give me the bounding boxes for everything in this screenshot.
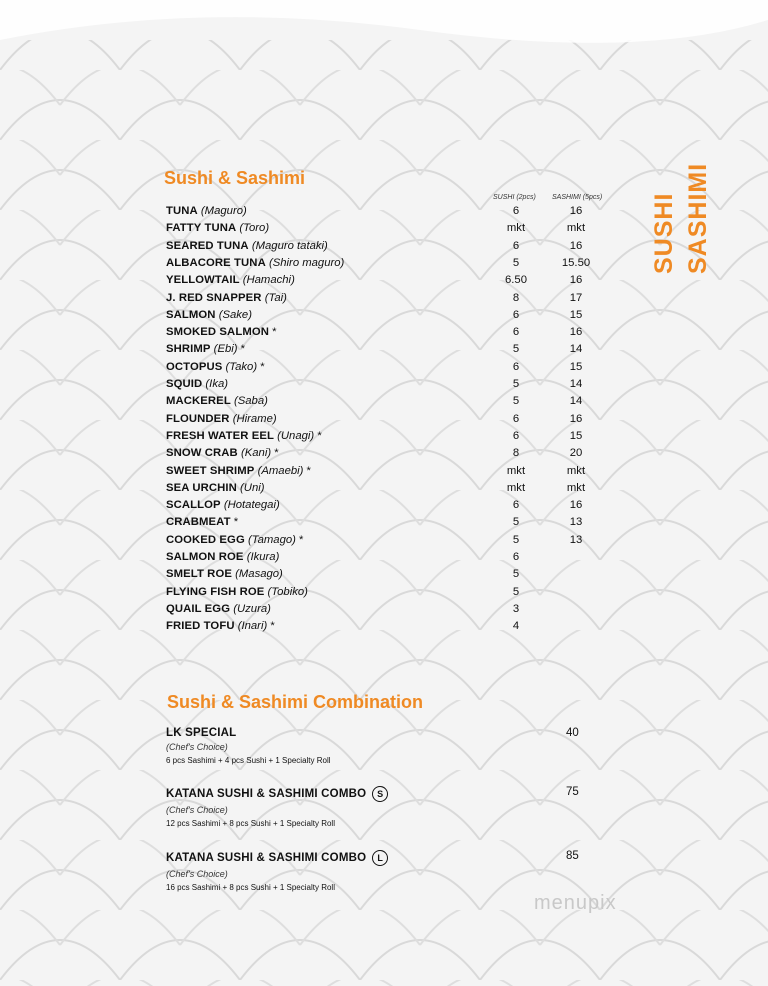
combo-section-title: Sushi & Sashimi Combination <box>167 692 424 712</box>
sushi-price: 6 <box>512 412 520 425</box>
menu-item-name <box>166 586 308 598</box>
sashimi-column-header: SASHIMI (5pcs) <box>552 194 603 201</box>
sashimi-price: 13 <box>569 533 583 546</box>
sashimi-price: 14 <box>569 378 583 390</box>
sushi-price: 6 <box>512 429 520 442</box>
menu-item-title: YELLOWTAIL <box>166 274 240 287</box>
menu-item-name <box>166 395 268 407</box>
menu-item-name <box>166 257 344 269</box>
menu-item-title: QUAIL EGG <box>166 602 231 615</box>
sushi-price: 6 <box>512 205 520 217</box>
sashimi-price: 17 <box>569 291 583 304</box>
menu-item <box>166 205 606 222</box>
menu-item <box>166 482 606 499</box>
menu-item-name <box>166 516 238 528</box>
menu-item-name <box>166 534 303 546</box>
menu-item <box>166 516 606 533</box>
menu-item-japanese: (Saba) <box>230 395 268 408</box>
sushi-price: 6 <box>512 499 520 512</box>
sashimi-price: 16 <box>569 326 583 339</box>
sushi-price: 6.50 <box>505 274 527 287</box>
menu-item <box>166 378 606 395</box>
menu-item-title: TUNA <box>166 205 198 217</box>
raw-star-icon: * <box>257 360 265 373</box>
sashimi-price: 16 <box>569 412 583 425</box>
menu-item-name <box>166 343 245 355</box>
menu-item-name <box>166 620 275 632</box>
side-title-line1: SUSHI <box>650 192 678 274</box>
menu-item-japanese: (Tako) <box>222 360 258 373</box>
menu-item-name <box>166 222 269 234</box>
sashimi-price: 13 <box>569 516 583 529</box>
menu-item-name <box>166 568 283 580</box>
menu-item-title: SNOW CRAB <box>166 447 238 460</box>
sushi-price: 5 <box>512 568 520 581</box>
menu-item <box>166 309 606 326</box>
sushi-price: 6 <box>512 551 520 563</box>
sushi-price: mkt <box>506 464 526 477</box>
menu-item-title: SQUID <box>166 378 203 390</box>
menu-item <box>166 292 606 309</box>
sashimi-price: 15 <box>569 308 583 321</box>
menu-item <box>166 586 606 603</box>
menu-item-japanese: (Uzura) <box>230 602 271 615</box>
menu-item-japanese: (Tamago) <box>244 533 296 546</box>
menu-item-japanese: (Masago) <box>231 568 283 581</box>
menu-item <box>166 534 606 551</box>
menu-item-title: SMOKED SALMON <box>166 326 269 339</box>
menu-item-name <box>166 378 228 390</box>
menu-item-title: FLOUNDER <box>166 412 230 425</box>
sushi-price: mkt <box>506 222 526 235</box>
menu-item-japanese: (Ika) <box>202 378 229 390</box>
sushi-price: 6 <box>512 308 520 321</box>
combo-note: (Chef's Choice) <box>166 742 228 752</box>
watermark: menupix <box>534 892 617 914</box>
raw-star-icon: * <box>268 326 277 339</box>
sushi-price: 6 <box>512 360 520 373</box>
combo-title: KATANA SUSHI & SASHIMI COMBO <box>166 788 367 800</box>
sashimi-price: 15 <box>569 429 583 442</box>
sushi-price: 5 <box>512 533 520 546</box>
menu-item <box>166 343 606 360</box>
menu-item-japanese: (Toro) <box>236 222 270 235</box>
sushi-price: 5 <box>512 343 520 356</box>
raw-star-icon: * <box>295 533 304 546</box>
menu-item-title: FRESH WATER EEL <box>166 429 274 442</box>
menu-item-title: FATTY TUNA <box>166 222 237 235</box>
menu-item-name <box>166 413 277 425</box>
combo-price: 85 <box>566 850 579 862</box>
menu-item <box>166 326 606 343</box>
menu-item-japanese: (Tobiko) <box>264 585 308 598</box>
sushi-price: 8 <box>512 447 520 460</box>
sashimi-price: 14 <box>569 343 583 356</box>
menu-item-name <box>166 499 280 511</box>
menu-item-title: MACKEREL <box>166 395 231 408</box>
menu-item-name <box>166 205 247 217</box>
menu-item-name <box>166 430 322 442</box>
sushi-price: 5 <box>512 395 520 408</box>
menu-item-japanese: (Maguro) <box>197 205 247 217</box>
sashimi-price: 14 <box>569 395 583 408</box>
raw-star-icon: * <box>303 464 311 477</box>
combo-item <box>166 727 626 765</box>
sashimi-price: mkt <box>566 464 586 477</box>
menu-item-name <box>166 274 295 286</box>
menu-item-name <box>166 240 328 252</box>
sushi-price: 6 <box>512 239 520 252</box>
menu-item-title: ALBACORE TUNA <box>166 256 266 269</box>
sushi-price: 5 <box>512 378 520 390</box>
menu-item-japanese: (Tai) <box>261 291 287 304</box>
menu-item-japanese: (Uni) <box>236 481 265 494</box>
combo-name <box>166 727 626 739</box>
raw-star-icon: * <box>271 447 279 460</box>
menu-item-name <box>166 465 311 477</box>
menu-item-japanese: (Inari) <box>234 620 268 633</box>
menu-item <box>166 603 606 620</box>
menu-item-title: FRIED TOFU <box>166 620 235 633</box>
menu-item <box>166 465 606 482</box>
sashimi-price: mkt <box>566 481 586 494</box>
menu-item <box>166 551 606 568</box>
menu-item-japanese: (Hirame) <box>229 412 277 425</box>
menu-item <box>166 395 606 412</box>
menu-item <box>166 568 606 585</box>
side-title <box>648 128 710 278</box>
menu-item-name <box>166 361 265 373</box>
menu-item-name <box>166 447 279 459</box>
combo-price: 40 <box>566 727 579 739</box>
combo-name <box>166 850 626 866</box>
combo-price: 75 <box>566 786 579 798</box>
side-title-line2: SASHIMI <box>684 162 712 274</box>
sashimi-price: 15.50 <box>561 256 591 269</box>
menu-item-name <box>166 603 271 615</box>
menu-item <box>166 413 606 430</box>
menu-item-title: FLYING FISH ROE <box>166 585 265 598</box>
menu-item-title: SEARED TUNA <box>166 239 249 252</box>
menu-item <box>166 257 606 274</box>
sushi-price: mkt <box>506 481 526 494</box>
menu-item <box>166 361 606 378</box>
menu-item <box>166 274 606 291</box>
combo-detail: 16 pcs Sashimi + 8 pcs Sushi + 1 Specialty Roll <box>166 883 335 892</box>
sashimi-price: 16 <box>569 239 583 252</box>
combo-detail: 6 pcs Sashimi + 4 pcs Sushi + 1 Specialty Roll <box>166 756 331 765</box>
menu-item-title: SWEET SHRIMP <box>166 464 255 477</box>
menu-item-name <box>166 309 252 321</box>
menu-item-japanese: (Hamachi) <box>239 274 295 287</box>
combo-item <box>166 850 626 892</box>
menu-item-japanese: (Hotategai) <box>220 499 280 512</box>
menu-item-japanese: (Maguro tataki) <box>248 239 328 252</box>
sashimi-price: 16 <box>569 499 583 512</box>
menu-item-title: OCTOPUS <box>166 360 223 373</box>
combo-name <box>166 786 626 802</box>
combo-item <box>166 786 626 828</box>
menu-item-japanese: (Amaebi) <box>254 464 304 477</box>
menu-item-japanese: (Kani) <box>237 447 272 460</box>
sushi-price: 6 <box>512 326 520 339</box>
menu-item-title: SALMON ROE <box>166 551 244 563</box>
sushi-column-header: SUSHI (2pcs) <box>493 194 536 201</box>
sashimi-price: 20 <box>569 447 583 460</box>
menu-item <box>166 620 606 637</box>
raw-star-icon: * <box>237 343 246 356</box>
menu-item-japanese: (Sake) <box>215 308 252 321</box>
menu-item-name <box>166 482 265 494</box>
sushi-price: 5 <box>512 516 520 529</box>
sashimi-price: 16 <box>569 274 583 287</box>
raw-star-icon: * <box>314 429 322 442</box>
menu-item <box>166 430 606 447</box>
menu-item-title: SEA URCHIN <box>166 481 237 494</box>
menu-item <box>166 499 606 516</box>
sushi-price: 5 <box>512 256 520 269</box>
menu-item-japanese: (Ikura) <box>243 551 280 563</box>
menu-item-title: SALMON <box>166 308 216 321</box>
menu-item-name <box>166 326 277 338</box>
section-title: Sushi & Sashimi <box>164 168 306 188</box>
sashimi-price: mkt <box>566 222 586 235</box>
combo-title: KATANA SUSHI & SASHIMI COMBO <box>166 852 367 864</box>
combo-title: LK SPECIAL <box>166 727 237 739</box>
sushi-price: 5 <box>512 585 520 598</box>
menu-item-title: COOKED EGG <box>166 533 245 546</box>
menu-item-title: CRABMEAT <box>166 516 231 529</box>
menu-item-title: J. RED SNAPPER <box>166 291 262 304</box>
menu-item-title: SCALLOP <box>166 499 221 512</box>
combo-note: (Chef's Choice) <box>166 805 228 815</box>
sashimi-price: 16 <box>569 205 583 217</box>
size-badge: L <box>372 850 388 866</box>
sushi-price: 3 <box>512 602 520 615</box>
combo-note: (Chef's Choice) <box>166 869 228 879</box>
menu-item-japanese: (Shiro maguro) <box>265 256 345 269</box>
menu-item-japanese: (Ebi) <box>210 343 238 356</box>
menu-item-title: SHRIMP <box>166 343 211 356</box>
sushi-price: 8 <box>512 291 520 304</box>
raw-star-icon: * <box>230 516 239 529</box>
menu-item <box>166 447 606 464</box>
menu-item <box>166 240 606 257</box>
menu-item-title: SMELT ROE <box>166 568 232 581</box>
combo-detail: 12 pcs Sashimi + 8 pcs Sushi + 1 Specialty Roll <box>166 819 335 828</box>
sushi-price: 4 <box>512 620 520 633</box>
raw-star-icon: * <box>267 620 275 633</box>
size-badge: S <box>372 786 388 802</box>
menu-item-name <box>166 551 279 563</box>
sashimi-price: 15 <box>569 360 583 373</box>
menu-item-name <box>166 292 287 304</box>
menu-item-japanese: (Unagi) <box>274 429 315 442</box>
menu-item <box>166 222 606 239</box>
